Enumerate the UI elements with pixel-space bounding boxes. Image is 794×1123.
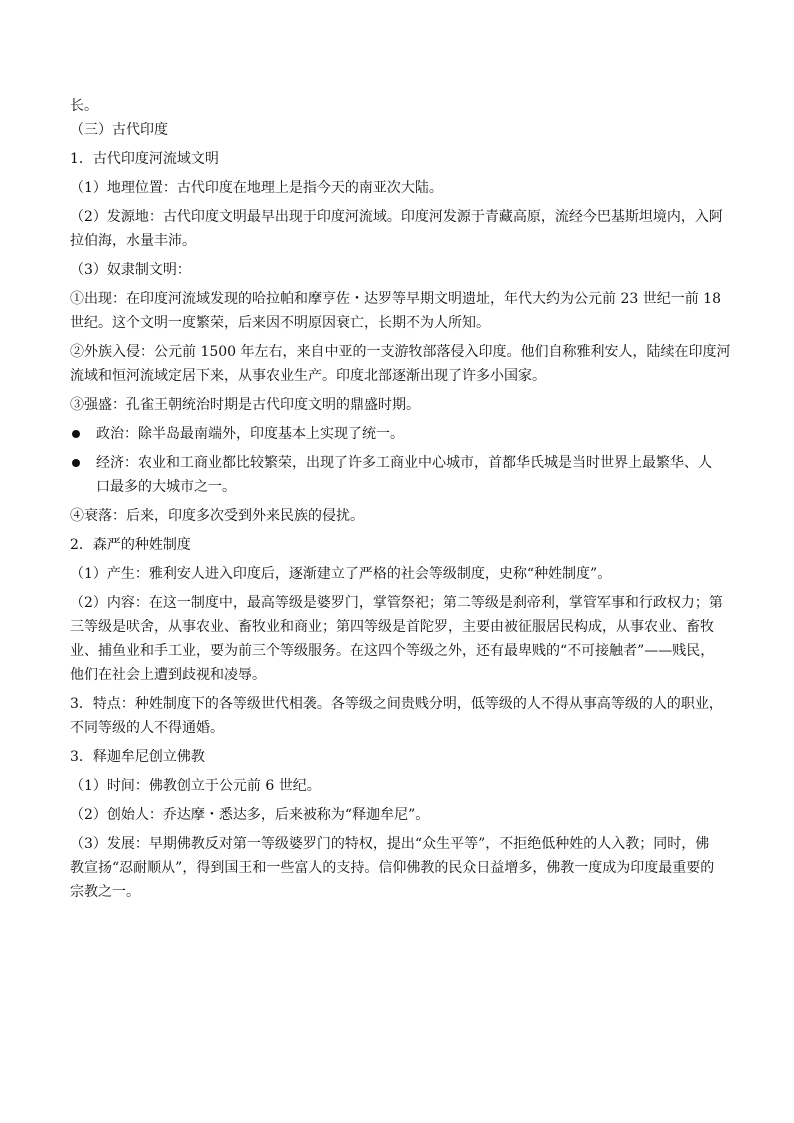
bullet-icon [72, 430, 80, 438]
text-line: 世纪。这个文明一度繁荣，后来因不明原因衰亡，长期不为人所知。 [70, 315, 490, 331]
list-item [70, 453, 730, 474]
text-line: ②外族入侵：公元前 1500 年左右，来自中亚的一支游牧部落侵入印度。他们自称雅利安人，陆续在印度河 [70, 344, 731, 360]
subsection-heading: 3．释迦牟尼创立佛教 [70, 749, 205, 765]
text-line: 拉伯海，水量丰沛。 [70, 233, 196, 249]
text-line: 三等级是吠舍，从事农业、畜牧业和商业；第四等级是首陀罗，主要由被征服居民构成，从事农业、畜牧 [70, 619, 714, 635]
text-line: 流域和恒河流域定居下来，从事农业生产。印度北部逐渐出现了许多小国家。 [70, 368, 546, 384]
list-item-text: 经济：农业和工商业都比较繁荣，出现了许多工商业中心城市，首都华氏城是当时世界上最繁华、人 [96, 455, 712, 471]
bullet-icon [72, 459, 80, 467]
text-line: ①出现：在印度河流域发现的哈拉帕和摩亨佐・达罗等早期文明遗址，年代大约为公元前 23 世纪一前 18 [70, 291, 721, 307]
text-line: 长。 [70, 98, 98, 114]
list-item-continuation: 口最多的大城市之一。 [96, 479, 236, 495]
list-item [70, 424, 730, 445]
text-line: （1）产生：雅利安人进入印度后，逐渐建立了严格的社会等级制度，史称“种姓制度”。 [70, 566, 612, 582]
text-line: 他们在社会上遭到歧视和凌辱。 [70, 667, 266, 683]
text-line: 教宣扬“忍耐顺从”，得到国王和一些富人的支持。信仰佛教的民众日益增多，佛教一度成为印度最重要的 [70, 860, 715, 876]
text-line: （2）内容：在这一制度中，最高等级是婆罗门，掌管祭祀；第二等级是刹帝利，掌管军事和行政权力；第 [70, 595, 723, 611]
text-line: 业、捕鱼业和手工业，要为前三个等级服务。在这四个等级之外，还有最卑贱的“不可接触者”——贱民， [70, 643, 715, 659]
text-line: ④衰落：后来，印度多次受到外来民族的侵扰。 [70, 508, 364, 524]
text-line: （2）发源地：古代印度文明最早出现于印度河流域。印度河发源于青藏高原，流经今巴基斯坦境内，入阿 [70, 209, 723, 225]
text-line: （1）时间：佛教创立于公元前 6 世纪。 [70, 778, 321, 794]
subsection-heading: 2．森严的种姓制度 [70, 537, 191, 553]
subsection-heading: 1．古代印度河流域文明 [70, 151, 219, 167]
text-line: 3．特点：种姓制度下的各等级世代相袭。各等级之间贵贱分明，低等级的人不得从事高等级的人的职业， [70, 696, 723, 712]
text-line: （3）发展：早期佛教反对第一等级婆罗门的特权，提出“众生平等”，不拒绝低种姓的人入教；同时，佛 [70, 836, 710, 852]
text-line: ③强盛：孔雀王朝统治时期是古代印度文明的鼎盛时期。 [70, 397, 420, 413]
list-item-text: 政治：除半岛最南端外，印度基本上实现了统一。 [96, 426, 404, 442]
text-line: （3）奴隶制文明： [70, 262, 191, 278]
text-line: （2）创始人：乔达摩・悉达多，后来被称为“释迦牟尼”。 [70, 807, 430, 823]
section-heading: （三）古代印度 [70, 122, 168, 138]
text-line: 宗教之一。 [70, 884, 140, 900]
document-page [70, 96, 730, 911]
text-line: （1）地理位置：古代印度在地理上是指今天的南亚次大陆。 [70, 180, 443, 196]
text-line: 不同等级的人不得通婚。 [70, 720, 224, 736]
